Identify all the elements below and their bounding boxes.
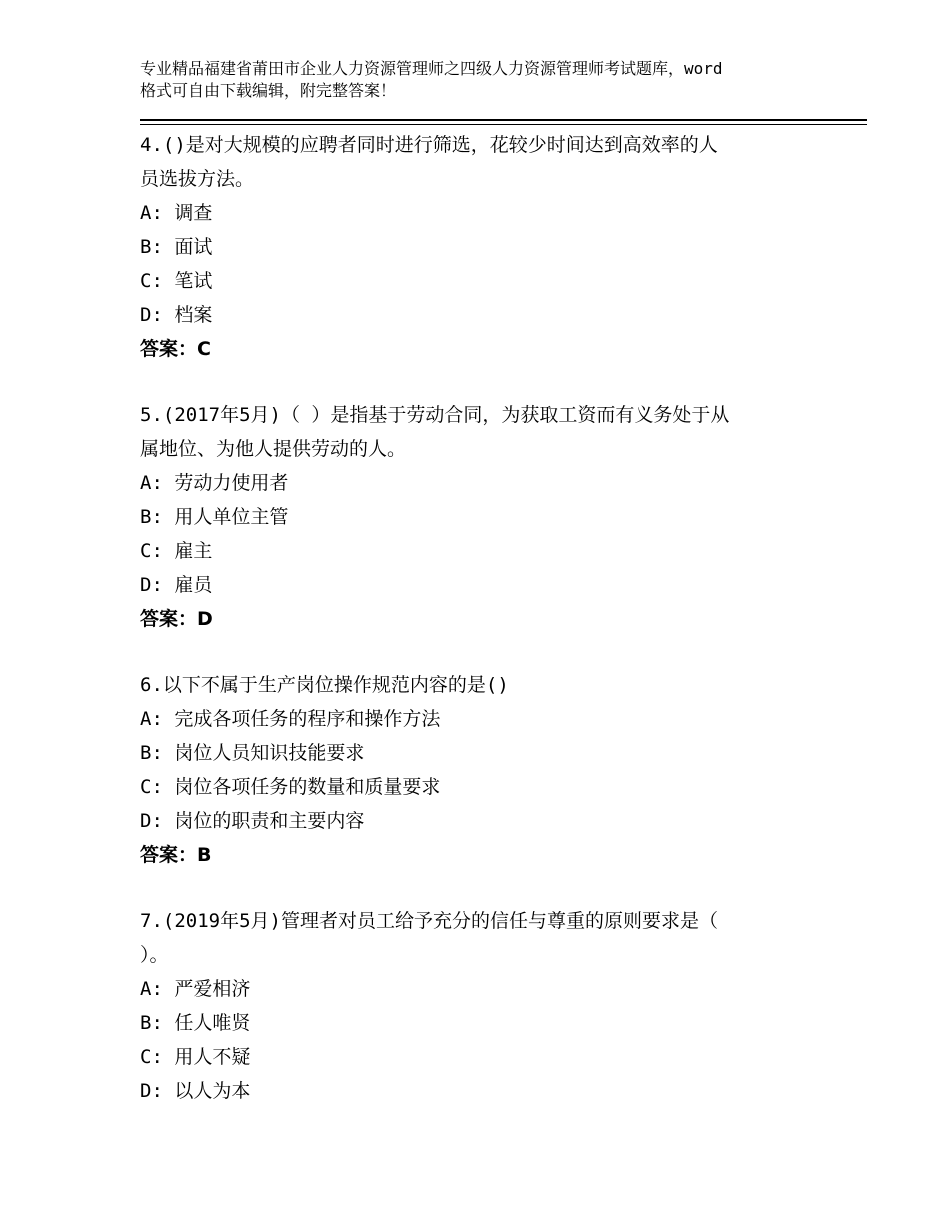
question-stem: ）。	[140, 944, 169, 966]
question-stem: 员选拔方法。	[140, 168, 255, 190]
question-stem: 5.(2017年5月)（ ）是指基于劳动合同，为获取工资而有义务处于从	[140, 404, 730, 426]
document-header	[140, 58, 840, 102]
option-d: D: 岗位的职责和主要内容	[140, 810, 365, 832]
answer-label: 答案：B	[140, 844, 212, 866]
question-7	[140, 904, 820, 1108]
question-4	[140, 128, 820, 366]
header-divider-thin	[140, 124, 867, 125]
option-d: D: 档案	[140, 304, 213, 326]
answer-label: 答案：C	[140, 338, 211, 360]
option-a: A: 严爱相济	[140, 978, 251, 1000]
option-b: B: 面试	[140, 236, 213, 258]
option-c: C: 雇主	[140, 540, 213, 562]
question-stem: 属地位、为他人提供劳动的人。	[140, 438, 407, 460]
question-6	[140, 668, 820, 872]
question-stem: 4.()是对大规模的应聘者同时进行筛选，花较少时间达到高效率的人	[140, 134, 718, 156]
answer-label: 答案：D	[140, 608, 213, 630]
question-stem: 6.以下不属于生产岗位操作规范内容的是()	[140, 674, 509, 696]
header-line-2: 格式可自由下载编辑，附完整答案！	[140, 81, 397, 100]
option-d: D: 雇员	[140, 574, 213, 596]
option-b: B: 任人唯贤	[140, 1012, 251, 1034]
header-line-1: 专业精品福建省莆田市企业人力资源管理师之四级人力资源管理师考试题库，word	[140, 59, 723, 78]
option-a: A: 完成各项任务的程序和操作方法	[140, 708, 441, 730]
option-a: A: 调查	[140, 202, 213, 224]
question-5	[140, 398, 820, 636]
option-d: D: 以人为本	[140, 1080, 251, 1102]
header-divider-thick	[140, 119, 867, 121]
option-a: A: 劳动力使用者	[140, 472, 289, 494]
question-list	[140, 128, 820, 1108]
option-c: C: 用人不疑	[140, 1046, 251, 1068]
option-c: C: 笔试	[140, 270, 213, 292]
question-stem: 7.(2019年5月)管理者对员工给予充分的信任与尊重的原则要求是（	[140, 910, 718, 932]
option-c: C: 岗位各项任务的数量和质量要求	[140, 776, 441, 798]
option-b: B: 岗位人员知识技能要求	[140, 742, 365, 764]
option-b: B: 用人单位主管	[140, 506, 289, 528]
